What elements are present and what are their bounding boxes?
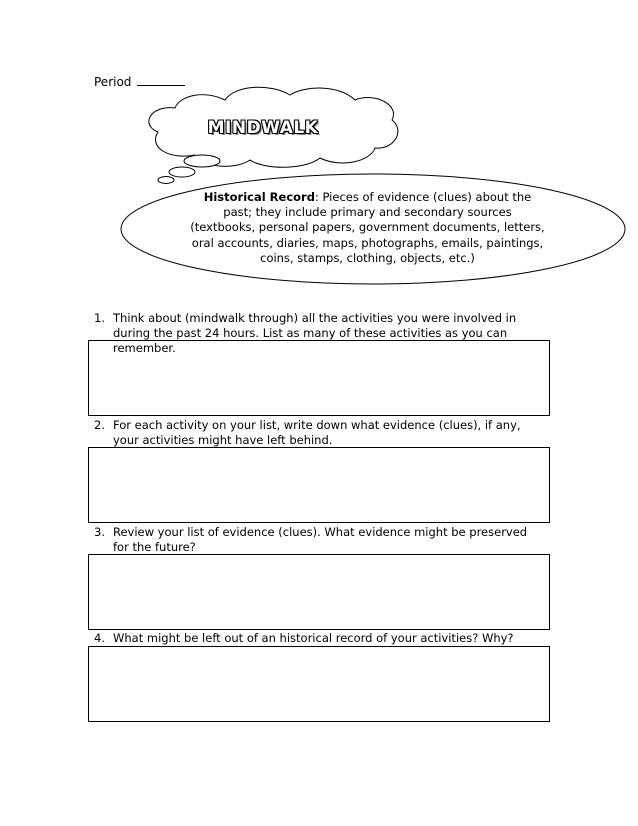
question-text: Think about (mindwalk through) all the activities you were involved in during the past 24 hours. List as many of these activities as you can remember. bbox=[113, 311, 517, 355]
question-2 bbox=[94, 418, 544, 448]
definition-body: : Pieces of evidence (clues) about the past; they include primary and secondary sources (textbooks, personal papers, government documents, letters, oral accounts, diaries, maps, photographs, emails, paintings, coins, stamps, clothing, objects, etc.) bbox=[190, 190, 545, 265]
page-title: MINDWALK bbox=[207, 118, 319, 138]
thought-circle-3 bbox=[158, 177, 174, 184]
question-4 bbox=[94, 631, 544, 646]
question-number: 1. bbox=[94, 311, 105, 325]
question-text: What might be left out of an historical record of your activities? Why? bbox=[113, 631, 514, 645]
question-number: 3. bbox=[94, 525, 105, 539]
question-text: Review your list of evidence (clues). What evidence might be preserved for the future? bbox=[113, 525, 528, 554]
answer-box-2[interactable] bbox=[88, 447, 550, 523]
period-label: Period bbox=[94, 75, 132, 89]
question-number: 2. bbox=[94, 418, 105, 432]
definition-term: Historical Record bbox=[203, 190, 315, 204]
question-text: For each activity on your list, write down what evidence (clues), if any, your activities might have left behind. bbox=[113, 418, 521, 447]
question-3 bbox=[94, 525, 544, 555]
thought-circle-2 bbox=[169, 167, 195, 177]
answer-box-4[interactable] bbox=[88, 646, 550, 722]
definition-text bbox=[190, 190, 545, 266]
question-number: 4. bbox=[94, 631, 105, 645]
answer-box-1[interactable] bbox=[88, 340, 550, 416]
answer-box-3[interactable] bbox=[88, 554, 550, 630]
thought-circle-1 bbox=[184, 155, 220, 167]
